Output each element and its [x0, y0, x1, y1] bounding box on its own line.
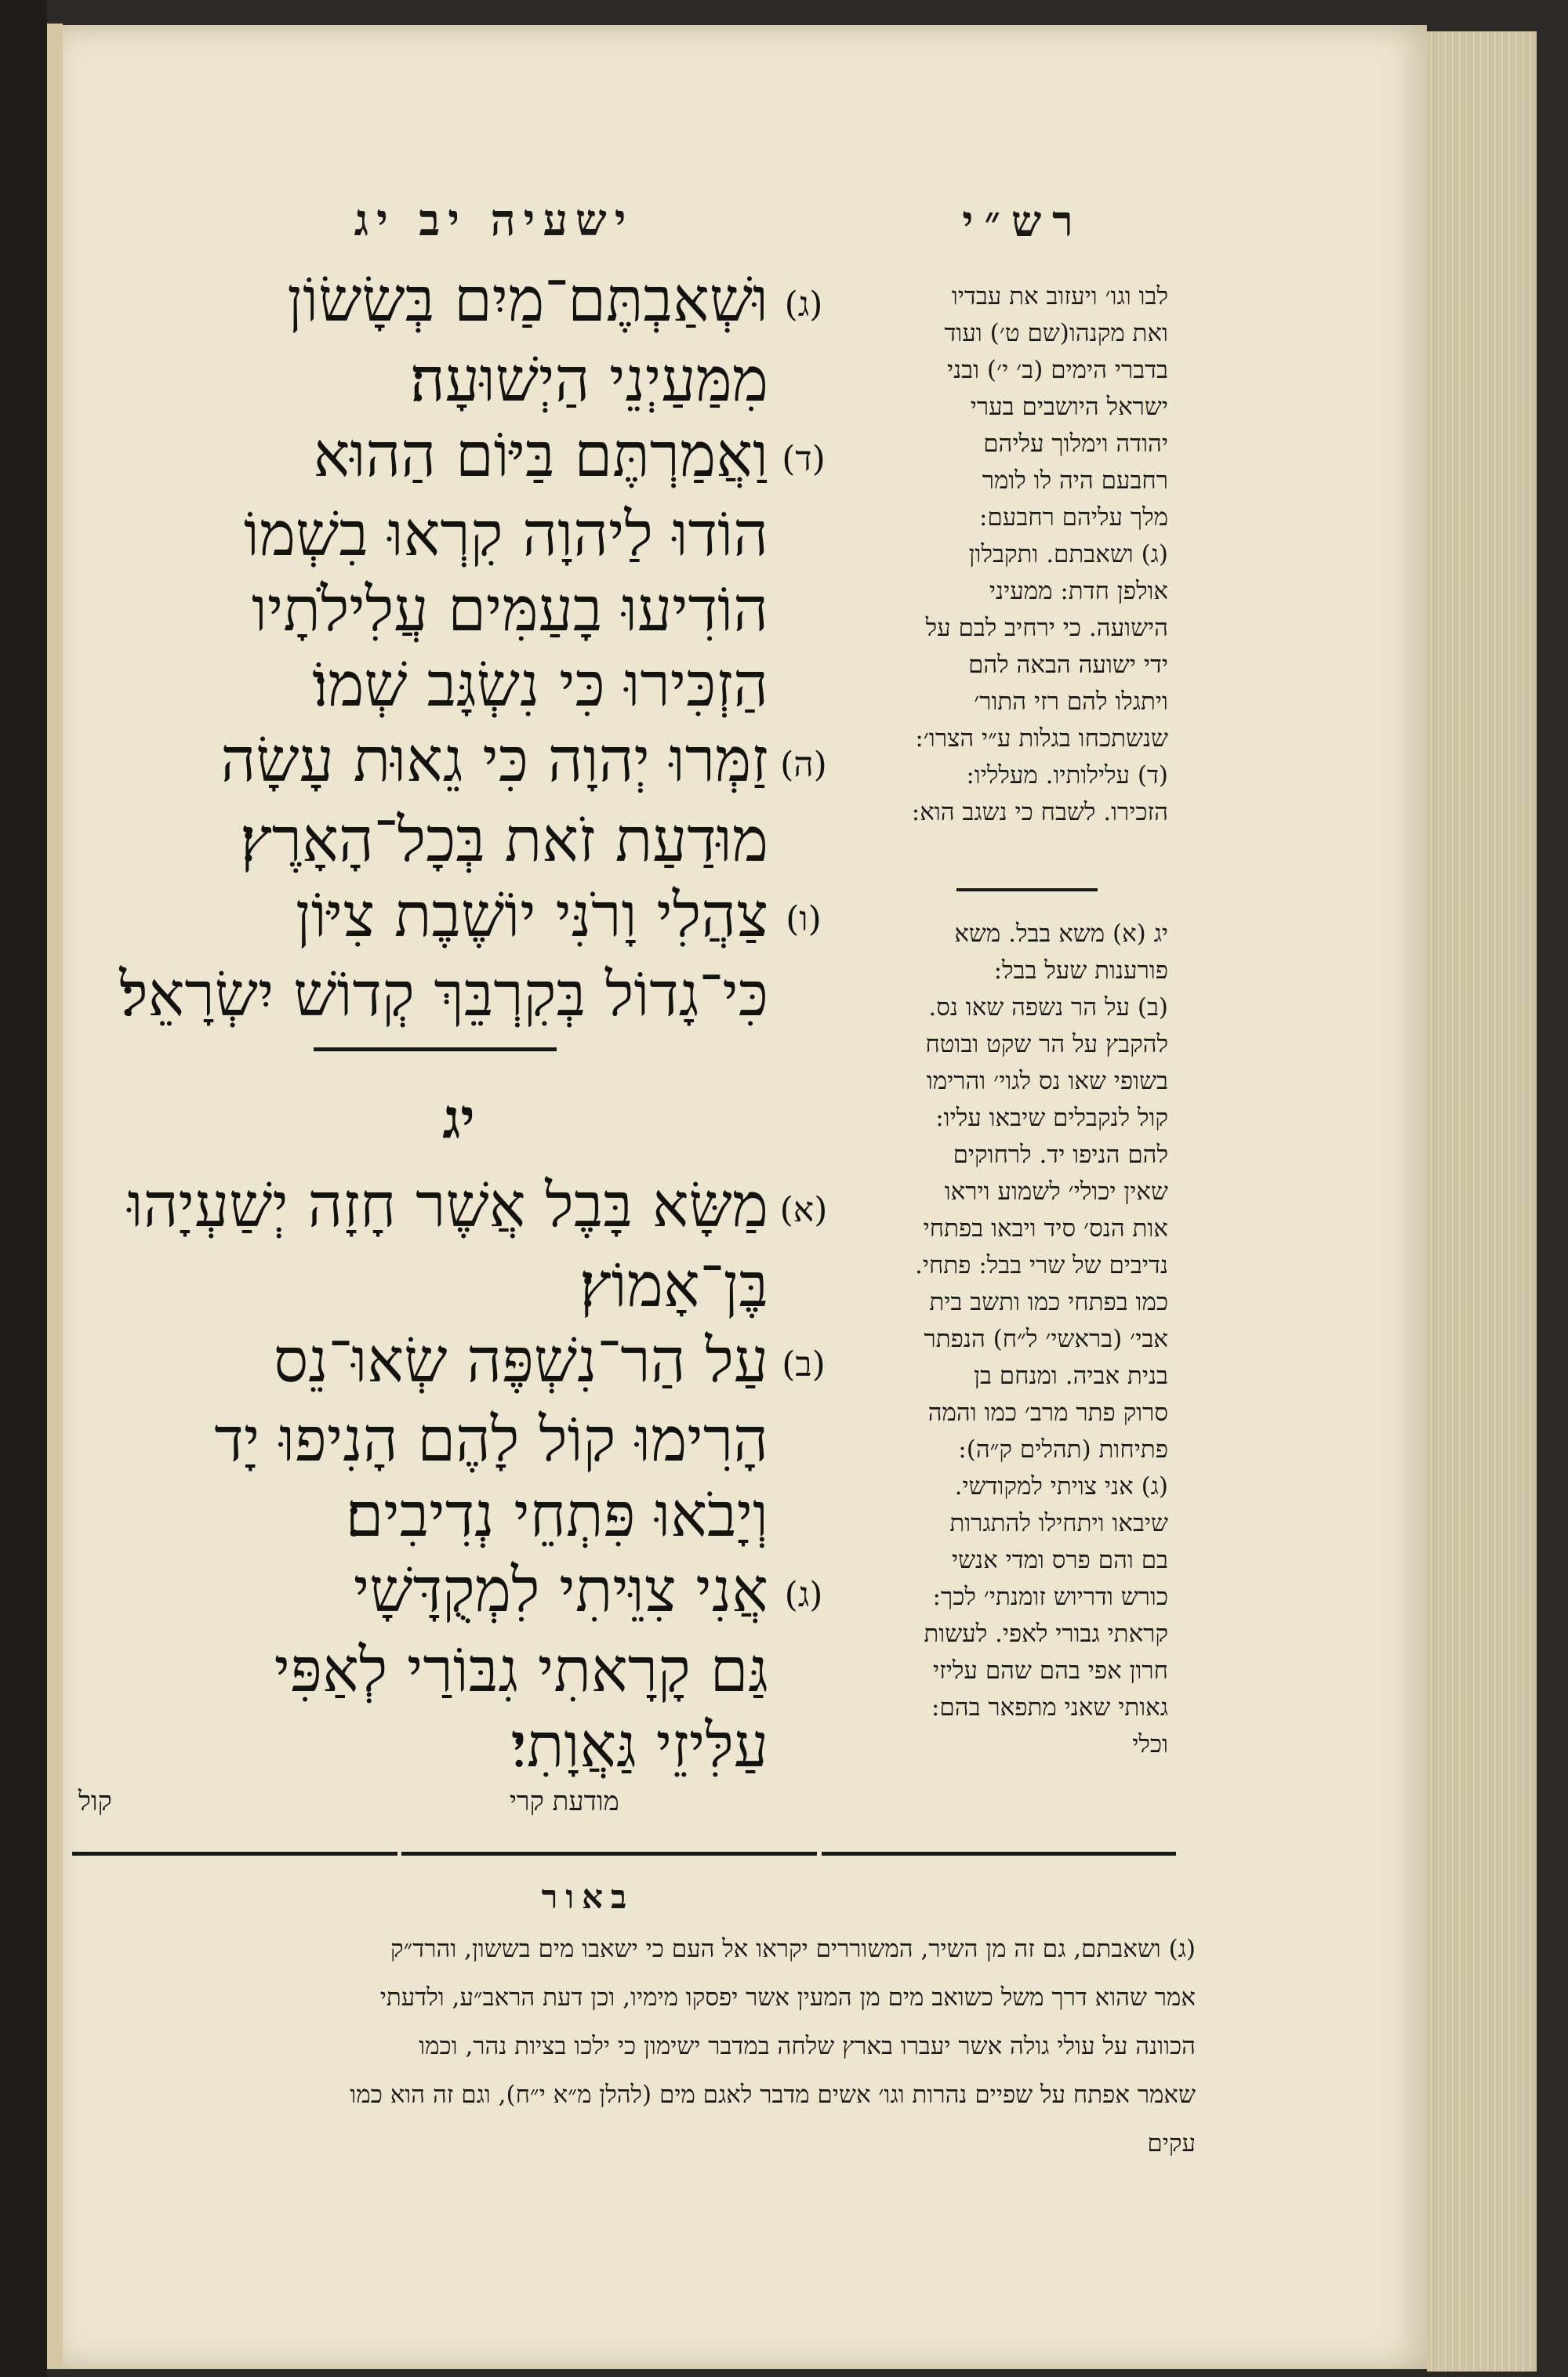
- verse-line: [118, 572, 839, 648]
- verse-number: (ד): [782, 439, 826, 479]
- rashi-line: סרוק פתר מרב׳ כמו והמה: [927, 1399, 1168, 1427]
- rashi-header: רש״י: [962, 196, 1084, 246]
- verse-text: זַמְּרוּ יְהוָה כִּי גֵאוּת עָשָׂה: [220, 725, 768, 796]
- footer-rule-left: [72, 1852, 397, 1856]
- rashi-line: הישועה. כי ירחיב לבם על: [925, 614, 1168, 642]
- rashi-line: שנשתכחו בגלות ע״י הצרו׳:: [915, 724, 1168, 753]
- rashi-line: (ב) על הר נשפה שאו נס.: [928, 993, 1168, 1022]
- beur-line: עקים: [1147, 2129, 1196, 2157]
- beur-line: (ג) ושאבתם, גם זה מן השיר, המשוררים יקראו אל העם כי ישאבו מים בששון, והרד״ק: [390, 1935, 1196, 1963]
- verse-line: [118, 723, 839, 803]
- rashi-line: גאותי שאני מתפאר בהם:: [931, 1693, 1168, 1722]
- verse-text: וּשְׁאַבְתֶּם־מַיִם בְּשָׂשׂוֹן: [287, 265, 768, 336]
- verse-line: [118, 418, 839, 498]
- rashi-divider-rule: [956, 888, 1098, 891]
- rashi-line: בשופי שאו נס לגוי׳ והרימו: [926, 1067, 1168, 1095]
- verse-text: עַלִּיזֵי גַּאֲוָתִי׃: [510, 1710, 768, 1781]
- rashi-line: שיבאו ויתחילו להתגרות: [949, 1509, 1168, 1537]
- verse-text: מַשָּׂא בָּבֶל אֲשֶׁר חָזָה יְשַׁעְיָהוּ: [127, 1170, 768, 1241]
- verse-text: הוֹדוּ לַיהוָה קִרְאוּ בִשְׁמוֹ: [243, 499, 768, 570]
- rashi-line: פתיחות (תהלים ק״ה):: [958, 1435, 1168, 1464]
- verse-line: [118, 803, 839, 878]
- rashi-line: אות הנס׳ סיד ויבאו בפתחי: [923, 1214, 1168, 1243]
- verse-line: [118, 1708, 839, 1784]
- rashi-line: (ג) אני צויתי למקודשי.: [954, 1472, 1168, 1501]
- rashi-line: ואת מקנהו(שם ט׳) ועוד: [944, 319, 1168, 347]
- verse-line: [118, 1553, 839, 1633]
- verse-number: (א): [779, 1189, 828, 1230]
- catchword-center: מודעת קרי: [510, 1786, 619, 1817]
- beur-line: אמר שהוא דרך משל כשואב מים מן המעין אשר יפסקו מימיו, וכן דעת הראב״ע, ולדעתי: [379, 1983, 1196, 2012]
- verse-text: הָרִימוּ קוֹל לָהֶם הָנִיפוּ יָד: [214, 1405, 768, 1475]
- verse-line: [118, 1478, 839, 1553]
- chapter-label: יג: [442, 1086, 475, 1151]
- rashi-line: בדברי הימים (ב׳ י׳) ובני: [946, 356, 1168, 384]
- verse-number: (ו): [786, 899, 822, 939]
- rashi-line: להם הניפו יד. לרחוקים: [953, 1141, 1168, 1169]
- verse-number: (ה): [780, 744, 827, 785]
- verse-number: (ג): [784, 284, 823, 325]
- rashi-line: אבי׳ (בראשי׳ ל״ח) הנפתר: [924, 1325, 1168, 1353]
- page-edges: [1427, 31, 1537, 2372]
- chapter-text-block: [118, 1168, 839, 1784]
- verse-text: עַל הַר־נִשְׁפֶּה שְׂאוּ־נֵס: [273, 1325, 768, 1396]
- beur-title: באור: [541, 1878, 635, 1916]
- beur-commentary: [74, 1925, 1196, 2168]
- verse-line: [118, 263, 839, 343]
- verse-line: [118, 343, 839, 418]
- rashi-line: נדיבים של שרי בבל: פתחי.: [914, 1251, 1168, 1279]
- rashi-line: רחבעם היה לו לומר: [982, 466, 1168, 495]
- rashi-line: לבו וגו׳ ויעזוב את עבדיו: [951, 282, 1168, 310]
- verse-text: בֶּן־אָמוֹץ׃: [579, 1250, 768, 1321]
- verse-line: [118, 1248, 839, 1323]
- verse-text: הוֹדִיעוּ בָעַמִּים עֲלִילֹתָיו: [251, 575, 768, 645]
- verse-text: גַּם קָרָאתִי גִבּוֹרַי לְאַפִּי: [274, 1635, 768, 1706]
- beur-line: הכוונה על עולי גולה אשר יעברו בארץ שלחה במדבר ישימון כי ילכו בציות נהר, וכמו: [419, 2032, 1196, 2060]
- verse-line: [118, 878, 839, 958]
- verse-line: [118, 648, 839, 723]
- rashi-line: ויתגלו להם רזי התור׳: [974, 688, 1168, 716]
- verse-text: הַזְכִּירוּ כִּי נִשְׂגָּב שְׁמוֹ׃: [312, 650, 768, 720]
- verse-text: אֲנִי צִוֵּיתִי לִמְקֻדָּשָׁי: [353, 1555, 768, 1626]
- chapter-divider-rule: [314, 1047, 557, 1051]
- verse-line: [118, 1403, 839, 1478]
- footer-rule-right: [822, 1852, 1176, 1856]
- running-header: ישעיה יב יג: [354, 194, 634, 246]
- verse-number: (ב): [782, 1345, 826, 1384]
- verse-line: [118, 497, 839, 572]
- rashi-line: הזכירו. לשבח כי נשגב הוא:: [911, 798, 1168, 826]
- rashi-line: להקבץ על הר שקט ובוטח: [925, 1030, 1168, 1058]
- main-text-block: [118, 263, 839, 1032]
- rashi-line: יג (א) משא בבל. משא: [954, 920, 1168, 948]
- rashi-line: יהודה וימלוך עליהם: [983, 430, 1168, 458]
- page-gutter: [47, 24, 63, 2368]
- verse-text: צַהֲלִי וָרֹנִּי יוֹשֶׁבֶת צִיּוֹן: [295, 880, 768, 951]
- catchword-left: קול: [78, 1786, 112, 1817]
- rashi-line: חרון אפי בהם שהם עליזי: [933, 1657, 1168, 1685]
- rashi-commentary-top: [862, 278, 1168, 831]
- footer-rule-center: [401, 1852, 817, 1856]
- verse-line: [118, 1168, 839, 1248]
- rashi-line: קראתי גבורי לאפי. לעשות: [924, 1620, 1168, 1648]
- beur-line: שאמר אפתח על שפיים נהרות וגו׳ אשים מדבר לאגם מים (להלן מ״א י״ח), וגם זה הוא כמו: [350, 2081, 1196, 2109]
- rashi-line: אולפן חדת: ממעיני: [989, 577, 1168, 605]
- verse-text: וַאֲמַרְתֶּם בַּיּוֹם הַהוּא: [313, 419, 768, 491]
- rashi-line: פורענות שעל בבל:: [993, 956, 1168, 985]
- rashi-line: בם והם פרס ומדי אנשי: [951, 1546, 1168, 1574]
- rashi-line: ידי ישועה הבאה להם: [968, 651, 1168, 679]
- rashi-commentary-bottom: [862, 916, 1168, 1763]
- rashi-line: כורש ודריוש זומנתי׳ לכך:: [932, 1583, 1168, 1611]
- rashi-line: שאין יכולי׳ לשמוע ויראו: [944, 1178, 1168, 1206]
- rashi-line: (ד) עלילותיו. מעלליו:: [966, 761, 1168, 789]
- verse-text: וְיָבֹאוּ פִּתְחֵי נְדִיבִים׃: [345, 1480, 768, 1551]
- verse-text: כִּי־גָדוֹל בְּקִרְבֵּךְ קְדוֹשׁ יִשְׂרָאֵל׃: [119, 960, 768, 1030]
- rashi-line: בנית אביה. ומנחם בן: [974, 1362, 1168, 1390]
- verse-line: [118, 1633, 839, 1708]
- rashi-line: ישראל היושבים בערי: [970, 393, 1168, 421]
- verse-text: מוּדַעַת זֹאת בְּכָל־הָאָרֶץ׃: [240, 804, 768, 876]
- rashi-line: קול לנקבלים שיבאו עליו:: [935, 1104, 1168, 1132]
- rashi-line: כמו בפתחי כמו ותשב בית: [929, 1288, 1168, 1316]
- verse-text: מִמַּעַיְנֵי הַיְשׁוּעָה׃: [409, 344, 768, 416]
- rashi-line: וכלי: [1132, 1730, 1168, 1758]
- verse-line: [118, 1323, 839, 1403]
- rashi-line: (ג) ושאבתם. ותקבלון: [968, 540, 1168, 568]
- book-spine: [0, 0, 47, 2377]
- verse-number: (ג): [784, 1574, 823, 1615]
- verse-line: [118, 957, 839, 1032]
- rashi-line: מלך עליהם רחבעם:: [978, 503, 1168, 532]
